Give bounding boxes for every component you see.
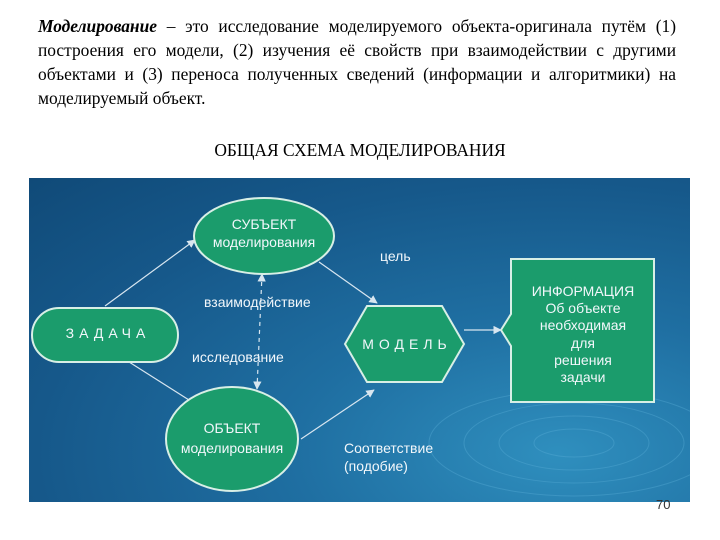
- info-label-line1: ИНФОРМАЦИЯ: [531, 283, 635, 299]
- subject-label-line1: СУБЪЕКТ: [231, 216, 297, 232]
- info-label-line3: необходимая: [539, 317, 627, 333]
- definition-paragraph: [38, 14, 676, 110]
- ripple-decoration: [429, 390, 690, 496]
- definition-term: Моделирование: [38, 16, 157, 36]
- scheme-title: ОБЩАЯ СХЕМА МОДЕЛИРОВАНИЯ: [214, 140, 506, 160]
- definition-text: – это исследование моделируемого объекта-оригинала путём (1) построения его модели, (2) изучения её свойств при взаимодействии с другими объектами и (3) переноса полученных сведений (информации и алгоритмики) на моделируемый объект.: [38, 16, 676, 108]
- edge-label-research: исследование: [192, 349, 284, 365]
- info-label-line6: задачи: [560, 369, 606, 385]
- modeling-diagram: [29, 178, 690, 502]
- page-number: 70: [656, 497, 671, 512]
- edge-label-goal: цель: [380, 248, 411, 264]
- arrow-subject-object-vertical: [257, 274, 262, 389]
- edge-label-interaction: взаимодействие: [204, 294, 311, 310]
- edge-label-correspondence-1: Соответствие: [344, 440, 434, 456]
- task-label: ЗАДАЧА: [65, 325, 151, 341]
- arrow-subject-to-model: [319, 262, 377, 303]
- object-label-line2: моделирования: [180, 440, 284, 456]
- info-label-line5: решения: [554, 352, 612, 368]
- info-label-line2: Об объекте: [545, 300, 621, 316]
- model-label: МОДЕЛЬ: [362, 336, 452, 352]
- object-label-line1: ОБЪЕКТ: [203, 420, 261, 436]
- arrow-model-to-object: [301, 390, 374, 439]
- edge-label-correspondence-2: (подобие): [344, 458, 408, 474]
- arrow-task-to-subject: [105, 240, 195, 306]
- subject-label-line2: моделирования: [212, 234, 316, 250]
- info-label-line4: для: [571, 335, 595, 351]
- object-node: [166, 387, 298, 491]
